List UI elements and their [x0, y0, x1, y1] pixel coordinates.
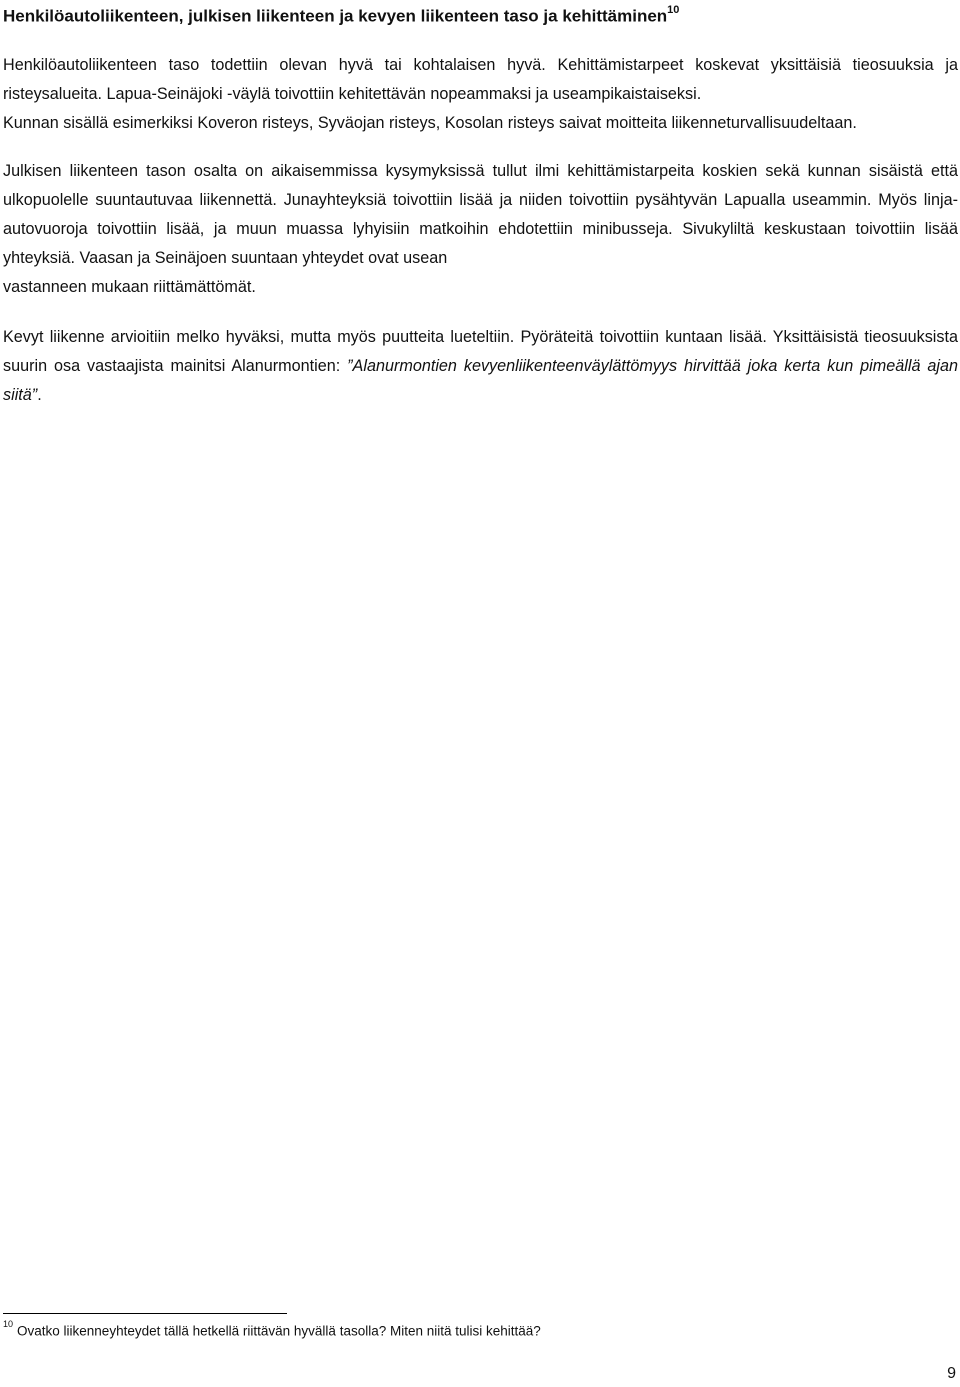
footnote-reference: 10	[667, 4, 680, 16]
paragraph-text: Julkisen liikenteen tason osalta on aikaisemmissa kysymyksissä tullut ilmi kehittämistarpeita koskien sekä kunnan sisäistä että ulkopuolelle suuntautuvaa liikennettä. Junayhteyksiä toivottiin lisää ja niiden toivottiin pysähtyvän Lapualla useammin. Myös linja-autovuoroja toivottiin lisää, ja muun muassa lyhyisiin matkoihin ehdotettiin minibusseja. Sivukyliltä keskustaan toivottiin lisää yhteyksiä. Vaasan ja Seinäjoen suuntaan yhteydet ovat usean	[3, 162, 958, 267]
paragraph-last-line: Kunnan sisällä esimerkiksi Koveron risteys, Syväojan risteys, Kosolan risteys saivat moitteita liikenneturvallisuudeltaan.	[3, 114, 857, 132]
paragraph-light-traffic	[3, 323, 958, 410]
section-heading-text: Henkilöautoliikenteen, julkisen liikenteen ja kevyen liikenteen taso ja kehittäminen	[3, 6, 668, 26]
paragraph-text: Henkilöautoliikenteen taso todettiin olevan hyvä tai kohtalaisen hyvä. Kehittämistarpeet koskevat yksittäisiä tieosuuksia ja risteysalueita. Lapua-Seinäjoki -väylä toivottiin kehitettävän nopeammaksi ja useampikaistaiseksi.	[3, 56, 958, 103]
page-number: 9	[947, 1365, 956, 1382]
footnote	[3, 1319, 541, 1339]
section-heading	[3, 6, 679, 27]
paragraph-public-transport	[3, 157, 958, 302]
paragraph-last-line: vastanneen mukaan riittämättömät.	[3, 278, 256, 296]
paragraph-text: Kevyt liikenne arvioitiin melko hyväksi, mutta myös puutteita lueteltiin. Pyöräteitä toivottiin kuntaan lisää. Yksittäisistä tieosuuksista suurin osa vastaajista mainitsi Alanurmontien:	[3, 328, 958, 375]
footnote-text: Ovatko liikenneyhteydet tällä hetkellä riittävän hyvällä tasolla? Miten niitä tulisi kehittää?	[17, 1323, 541, 1339]
paragraph-car-traffic	[3, 51, 958, 138]
footnote-number: 10	[3, 1319, 14, 1329]
quotation: ”Alanurmontien kevyenliikenteenväylättömyys hirvittää joka kerta kun pimeällä ajan siitä”	[3, 357, 958, 404]
footnote-divider	[3, 1313, 287, 1314]
paragraph-tail: .	[37, 386, 42, 404]
